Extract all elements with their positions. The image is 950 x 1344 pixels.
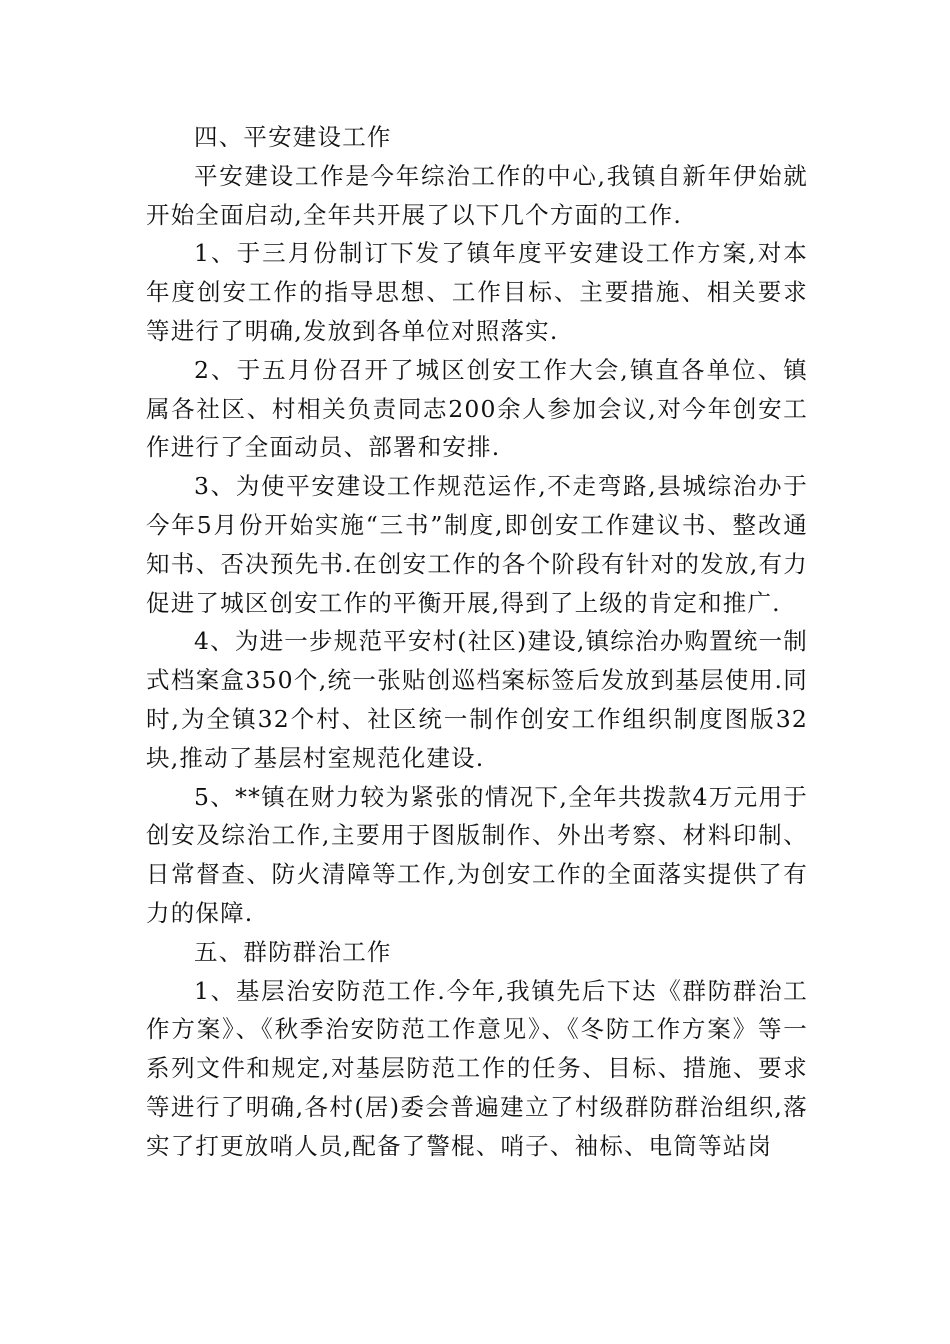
section-ping-an-jian-she (146, 118, 808, 933)
paragraph: 2、于五月份召开了城区创安工作大会,镇直各单位、镇属各社区、村相关负责同志200余人参加会议,对今年创安工作进行了全面动员、部署和安排. (146, 355, 808, 462)
paragraph: 4、为进一步规范平安村(社区)建设,镇综治办购置统一制式档案盒350个,统一张贴创巡档案标签后发放到基层使用.同时,为全镇32个村、社区统一制作创安工作组织制度图版32块,推动了基层村室规范化建设. (146, 627, 808, 772)
section-qun-fang-qun-zhi (146, 933, 808, 1166)
paragraph: 1、于三月份制订下发了镇年度平安建设工作方案,对本年度创安工作的指导思想、工作目标、主要措施、相关要求等进行了明确,发放到各单位对照落实. (146, 239, 808, 345)
paragraph: 3、为使平安建设工作规范运作,不走弯路,县城综治办于今年5月份开始实施“三书”制度,即创安工作建议书、整改通知书、否决预先书.在创安工作的各个阶段有针对的发放,有力促进了城区创安工作的平衡开展,得到了上级的肯定和推广. (146, 472, 808, 617)
section-heading: 四、平安建设工作 (194, 123, 392, 151)
paragraph: 平安建设工作是今年综治工作的中心,我镇自新年伊始就开始全面启动,全年共开展了以下几个方面的工作. (146, 161, 808, 229)
section-heading: 五、群防群治工作 (194, 937, 392, 966)
document-page (146, 118, 808, 1166)
paragraph: 5、**镇在财力较为紧张的情况下,全年共拨款4万元用于创安及综治工作,主要用于图版制作、外出考察、材料印制、日常督查、防火清障等工作,为创安工作的全面落实提供了有力的保障. (146, 782, 808, 927)
paragraph: 1、基层治安防范工作.今年,我镇先后下达《群防群治工作方案》、《秋季治安防范工作意见》、《冬防工作方案》等一系列文件和规定,对基层防范工作的任务、目标、措施、要求等进行了明确,各村(居)委会普遍建立了村级群防群治组织,落实了打更放哨人员,配备了警棍、哨子、袖标、电筒等站岗 (146, 976, 808, 1160)
